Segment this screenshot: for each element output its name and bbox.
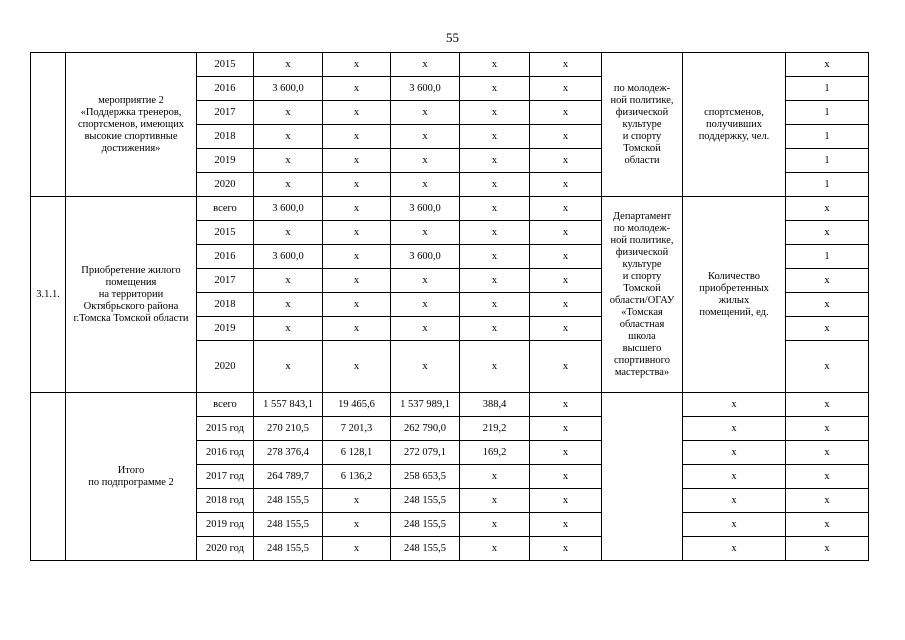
year-cell: 2020 (197, 173, 254, 197)
indicator-value-cell: x (786, 317, 869, 341)
responsible-text: по молодеж- ной политике, физической культуре и спорту Томской области (610, 82, 674, 166)
indicator-cell (683, 197, 786, 393)
code-cell (31, 53, 66, 197)
indicator-cell: x (683, 441, 786, 465)
other-cell: x (530, 173, 602, 197)
federal-cell: x (323, 513, 391, 537)
year-cell: 2018 (197, 293, 254, 317)
table-row (31, 197, 869, 221)
local-cell: x (460, 77, 530, 101)
federal-cell: x (323, 537, 391, 561)
measure-name: мероприятие 2 «Поддержка тренеров, спортсменов, имеющих высокие спортивные достижения» (77, 94, 185, 154)
total-cell: x (254, 341, 323, 393)
other-cell: x (530, 489, 602, 513)
measure-name-cell (66, 53, 197, 197)
total-cell: 3 600,0 (254, 197, 323, 221)
year-cell: 2015 (197, 53, 254, 77)
local-cell: x (460, 125, 530, 149)
indicator-value-cell: x (786, 489, 869, 513)
regional-cell: 248 155,5 (391, 513, 460, 537)
regional-cell: x (391, 101, 460, 125)
indicator-value-cell: x (786, 513, 869, 537)
other-cell: x (530, 465, 602, 489)
federal-cell: x (323, 245, 391, 269)
total-cell: 248 155,5 (254, 513, 323, 537)
regional-cell: x (391, 125, 460, 149)
table-row (31, 53, 869, 77)
indicator-cell: x (683, 465, 786, 489)
total-cell: 248 155,5 (254, 537, 323, 561)
page-number: 55 (446, 30, 459, 45)
federal-cell: x (323, 125, 391, 149)
local-cell: x (460, 293, 530, 317)
code-cell: 3.1.1. (31, 197, 66, 393)
regional-cell: 248 155,5 (391, 489, 460, 513)
regional-cell: x (391, 53, 460, 77)
indicator-value-cell: x (786, 441, 869, 465)
local-cell: x (460, 269, 530, 293)
other-cell: x (530, 77, 602, 101)
indicator-value-cell: 1 (786, 245, 869, 269)
year-cell: всего (197, 197, 254, 221)
other-cell: x (530, 513, 602, 537)
year-cell: 2017 (197, 269, 254, 293)
indicator-value-cell: x (786, 341, 869, 393)
budget-table (30, 52, 869, 561)
indicator-value-cell: 1 (786, 149, 869, 173)
federal-cell: x (323, 101, 391, 125)
year-cell: 2019 (197, 317, 254, 341)
local-cell: 219,2 (460, 417, 530, 441)
federal-cell: x (323, 221, 391, 245)
indicator-value-cell: 1 (786, 173, 869, 197)
total-cell: 3 600,0 (254, 245, 323, 269)
federal-cell: 7 201,3 (323, 417, 391, 441)
indicator-value-cell: x (786, 417, 869, 441)
other-cell: x (530, 537, 602, 561)
other-cell: x (530, 317, 602, 341)
total-cell: x (254, 101, 323, 125)
local-cell: x (460, 513, 530, 537)
year-cell: 2017 (197, 101, 254, 125)
indicator-cell: x (683, 417, 786, 441)
responsible-cell (602, 393, 683, 561)
federal-cell: x (323, 173, 391, 197)
regional-cell: 248 155,5 (391, 537, 460, 561)
year-cell: 2016 (197, 77, 254, 101)
local-cell: x (460, 149, 530, 173)
total-cell: x (254, 293, 323, 317)
regional-cell: 258 653,5 (391, 465, 460, 489)
total-cell: x (254, 125, 323, 149)
responsible-cell (602, 53, 683, 197)
year-cell: всего (197, 393, 254, 417)
indicator-value-cell: x (786, 197, 869, 221)
total-cell: 1 557 843,1 (254, 393, 323, 417)
other-cell: x (530, 125, 602, 149)
total-cell: x (254, 173, 323, 197)
indicator-value-cell: x (786, 465, 869, 489)
year-cell: 2019 (197, 149, 254, 173)
total-cell: 264 789,7 (254, 465, 323, 489)
other-cell: x (530, 393, 602, 417)
table-row (31, 393, 869, 417)
indicator-value-cell: x (786, 293, 869, 317)
local-cell: x (460, 101, 530, 125)
other-cell: x (530, 293, 602, 317)
local-cell: x (460, 341, 530, 393)
indicator-cell: x (683, 537, 786, 561)
local-cell: x (460, 245, 530, 269)
other-cell: x (530, 221, 602, 245)
year-cell: 2016 (197, 245, 254, 269)
total-cell: 278 376,4 (254, 441, 323, 465)
responsible-cell (602, 197, 683, 393)
other-cell: x (530, 149, 602, 173)
local-cell: 169,2 (460, 441, 530, 465)
federal-cell: x (323, 197, 391, 221)
local-cell: x (460, 317, 530, 341)
regional-cell: x (391, 173, 460, 197)
indicator-value-cell: x (786, 393, 869, 417)
code-cell (31, 393, 66, 561)
local-cell: x (460, 465, 530, 489)
measure-name: Итого по подпрограмме 2 (88, 464, 174, 488)
other-cell: x (530, 341, 602, 393)
total-cell: x (254, 221, 323, 245)
indicator-value-cell: x (786, 221, 869, 245)
regional-cell: x (391, 221, 460, 245)
indicator-cell: x (683, 393, 786, 417)
year-cell: 2019 год (197, 513, 254, 537)
federal-cell: 6 136,2 (323, 465, 391, 489)
federal-cell: x (323, 489, 391, 513)
other-cell: x (530, 197, 602, 221)
regional-cell: 272 079,1 (391, 441, 460, 465)
indicator-text: спортсменов, получивших поддержку, чел. (698, 106, 770, 142)
indicator-value-cell: x (786, 269, 869, 293)
responsible-text: Департамент по молодеж- ной политике, физической культуре и спорту Томской области/ОГАУ «Томская областная школа высшего спортивного мастерства» (609, 210, 675, 378)
local-cell: x (460, 221, 530, 245)
other-cell: x (530, 53, 602, 77)
year-cell: 2020 (197, 341, 254, 393)
indicator-value-cell: 1 (786, 125, 869, 149)
federal-cell: x (323, 293, 391, 317)
federal-cell: x (323, 149, 391, 173)
regional-cell: 3 600,0 (391, 77, 460, 101)
indicator-text: Количество приобретенных жилых помещений, ед. (699, 270, 769, 318)
regional-cell: x (391, 269, 460, 293)
regional-cell: x (391, 293, 460, 317)
federal-cell: x (323, 269, 391, 293)
indicator-cell (683, 53, 786, 197)
measure-name-cell (66, 393, 197, 561)
year-cell: 2015 год (197, 417, 254, 441)
local-cell: x (460, 197, 530, 221)
other-cell: x (530, 101, 602, 125)
indicator-cell: x (683, 489, 786, 513)
federal-cell: x (323, 77, 391, 101)
total-cell: x (254, 317, 323, 341)
year-cell: 2015 (197, 221, 254, 245)
regional-cell: 3 600,0 (391, 197, 460, 221)
regional-cell: x (391, 317, 460, 341)
regional-cell: 1 537 989,1 (391, 393, 460, 417)
total-cell: x (254, 53, 323, 77)
local-cell: x (460, 489, 530, 513)
federal-cell: x (323, 53, 391, 77)
regional-cell: x (391, 341, 460, 393)
local-cell: x (460, 173, 530, 197)
other-cell: x (530, 417, 602, 441)
year-cell: 2016 год (197, 441, 254, 465)
regional-cell: x (391, 149, 460, 173)
other-cell: x (530, 245, 602, 269)
federal-cell: x (323, 341, 391, 393)
total-cell: 248 155,5 (254, 489, 323, 513)
total-cell: x (254, 149, 323, 173)
indicator-value-cell: x (786, 537, 869, 561)
regional-cell: 262 790,0 (391, 417, 460, 441)
indicator-cell: x (683, 513, 786, 537)
regional-cell: 3 600,0 (391, 245, 460, 269)
indicator-value-cell: x (786, 53, 869, 77)
federal-cell: 19 465,6 (323, 393, 391, 417)
federal-cell: 6 128,1 (323, 441, 391, 465)
local-cell: 388,4 (460, 393, 530, 417)
indicator-value-cell: 1 (786, 101, 869, 125)
other-cell: x (530, 441, 602, 465)
year-cell: 2018 (197, 125, 254, 149)
total-cell: 270 210,5 (254, 417, 323, 441)
measure-name-cell (66, 197, 197, 393)
year-cell: 2018 год (197, 489, 254, 513)
other-cell: x (530, 269, 602, 293)
federal-cell: x (323, 317, 391, 341)
local-cell: x (460, 53, 530, 77)
total-cell: 3 600,0 (254, 77, 323, 101)
year-cell: 2017 год (197, 465, 254, 489)
measure-name: Приобретение жилого помещения на территории Октябрьского района г.Томска Томской области (73, 264, 189, 324)
indicator-value-cell: 1 (786, 77, 869, 101)
total-cell: x (254, 269, 323, 293)
year-cell: 2020 год (197, 537, 254, 561)
local-cell: x (460, 537, 530, 561)
